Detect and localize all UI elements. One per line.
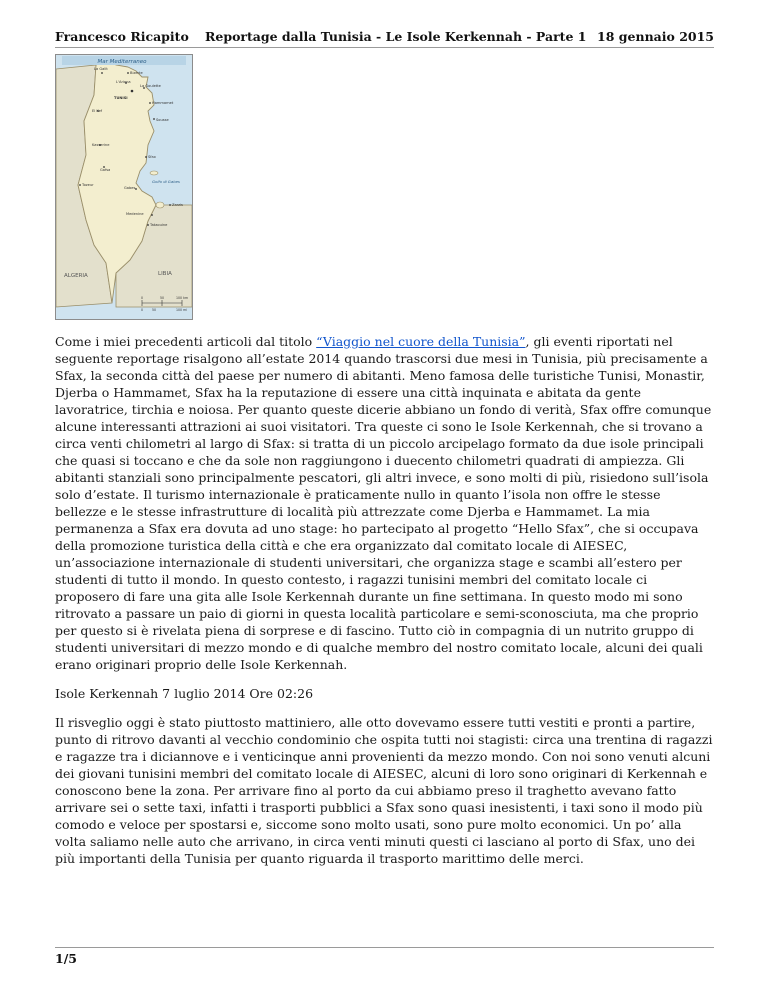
article-body: [55, 333, 715, 879]
diary-entry-heading: Isole Kerkennah 7 luglio 2014 Ore 02:26: [55, 686, 314, 701]
city-label-el-kef: El Kef: [92, 109, 103, 113]
paragraph-diary: Il risveglio oggi è stato piuttosto mattiniero, alle otto dovevamo essere tutti vestiti e pronti a partire, punto di ritrovo davanti al vecchio condominio che ospita tutti noi stagisti: circa una trentina di ragazzi e ragazze tra i diciannove e i venticinque anni provenienti da mezzo mondo. Con noi sono venuti alcuni dei giovani tunisini membri del comitato locale di AIESEC, alcuni di loro sono originari di Kerkennah e conoscono bene la zona. Per arrivare fino al porto da cui abbiamo preso il traghetto avevano fatto arrivare sei o sette taxi, infatti i trasporti pubblici a Sfax sono quasi inesistenti, i taxi sono il modo più comodo e veloce per spostarsi e, siccome sono molto usati, sono pure molto economici. Un po’ alla volta saliamo nelle auto che arrivano, in circa venti minuti questi ci lasciano al porto di Sfax, uno dei più importanti della Tunisia per quanto riguarda il trasporto marittimo delle merci.: [55, 715, 713, 866]
city-label-bizerte: Bizerte: [130, 71, 143, 75]
intro-text-start: Come i miei precedenti articoli dal titolo: [55, 334, 317, 349]
sea-label: Mar Mediterraneo: [97, 59, 147, 65]
scale-km-100: 100 km: [176, 296, 189, 300]
city-label-kasserine: Kasserine: [92, 143, 110, 147]
gulf-label: Golfo di Gabes: [152, 179, 180, 184]
page-header: [55, 26, 714, 48]
page-number: 1/5: [55, 951, 77, 966]
city-label-la-galit: La Galit: [94, 67, 108, 71]
city-label-sousse: Sousse: [156, 118, 169, 122]
scale-km-0: 0: [141, 296, 144, 300]
scale-km-50: 50: [160, 296, 165, 300]
header-divider: [55, 47, 714, 48]
city-label-medenine: Medenine: [126, 212, 144, 216]
city-label-tunisi: TUNISI: [114, 96, 128, 100]
header-date: 18 gennaio 2015: [597, 29, 714, 44]
city-label-ariana: L'Ariana: [116, 80, 131, 84]
intro-text-rest: , gli eventi riportati nel seguente reportage risalgono all’estate 2014 quando trascorsi due mesi in Tunisia, più precisamente a Sfax, la seconda città del paese per numero di abitanti. Meno famosa delle turistiche Tunisi, Monastir, Djerba o Hammamet, Sfax ha la reputazione di essere una città inquinata e abitata da gente lavoratrice, tirchia e noiosa. Per quanto queste dicerie abbiano un fondo di verità, Sfax offre comunque alcune interessanti attrazioni ai suoi visitatori. Tra queste ci sono le Isole Kerkennah, che si trovano a circa venti chilometri al largo di Sfax: si tratta di un piccolo arcipelago formato da due isole principali che quasi si toccano e che da sole non raggiungono i duecento chilometri quadrati di ampiezza. Gli abitanti stanziali sono principalmente pescatori, gli altri invece, e sono molti di più, risiedono sull’isola solo d’estate. Il turismo internazionale è praticamente nullo in quanto l’isola non offre le stesse bellezze e le stesse infrastrutture di località più attrezzate come Djerba e Hammamet. La mia permanenza a Sfax era dovuta ad uno stage: ho partecipato al progetto “Hello Sfax”, che si occupava della promozione turistica della città e che era organizzato dal comitato locale di AIESEC, un’associazione internazionale di studenti universitari, che organizza stage e scambi all’estero per studenti di tutto il mondo. In questo contesto, i ragazzi tunisini membri del comitato locale ci proposero di fare una gita alle Isole Kerkennah durante un fine settimana. In questo modo mi sono ritrovato a passare un paio di giorni in questa località particolare e semi-sconosciuta, ma che proprio per questo si è rivelata piena di sorprese e di fascino. Tutto ciò in compagnia di un nutrito gruppo di studenti universitari di mezzo mondo e di qualche membro del nostro comitato locale, alcuni dei quali erano originari proprio delle Isole Kerkennah.: [55, 334, 712, 672]
city-label-tozeur: Tozeur: [82, 183, 94, 187]
city-label-gabes: Gabes: [124, 186, 136, 190]
djerba-island: [156, 202, 164, 208]
city-label-tataouine: Tataouine: [150, 223, 168, 227]
header-title: Reportage dalla Tunisia - Le Isole Kerkennah - Parte 1: [205, 29, 587, 44]
scale-mi-50: 50: [152, 308, 157, 312]
kerkennah-islands: [150, 171, 158, 175]
scale-mi-100: 100 mi: [176, 308, 188, 312]
footer-divider: [55, 947, 714, 948]
paragraph-intro: [55, 333, 715, 673]
city-label-zarzis: Zarzis: [172, 203, 183, 207]
country-label-libya: LIBIA: [158, 271, 172, 277]
scale-mi-0: 0: [141, 308, 144, 312]
country-label-algeria: ALGERIA: [64, 273, 88, 279]
city-label-sfax: Sfax: [148, 155, 156, 159]
city-label-la-goulette: La Goulette: [140, 84, 161, 88]
previous-articles-link[interactable]: “Viaggio nel cuore della Tunisia”: [316, 334, 526, 349]
tunisia-map: [55, 54, 193, 320]
header-author: Francesco Ricapito: [55, 29, 189, 44]
city-label-gafsa: Gafsa: [100, 168, 111, 172]
city-label-hammamet: Hammamet: [152, 101, 174, 105]
